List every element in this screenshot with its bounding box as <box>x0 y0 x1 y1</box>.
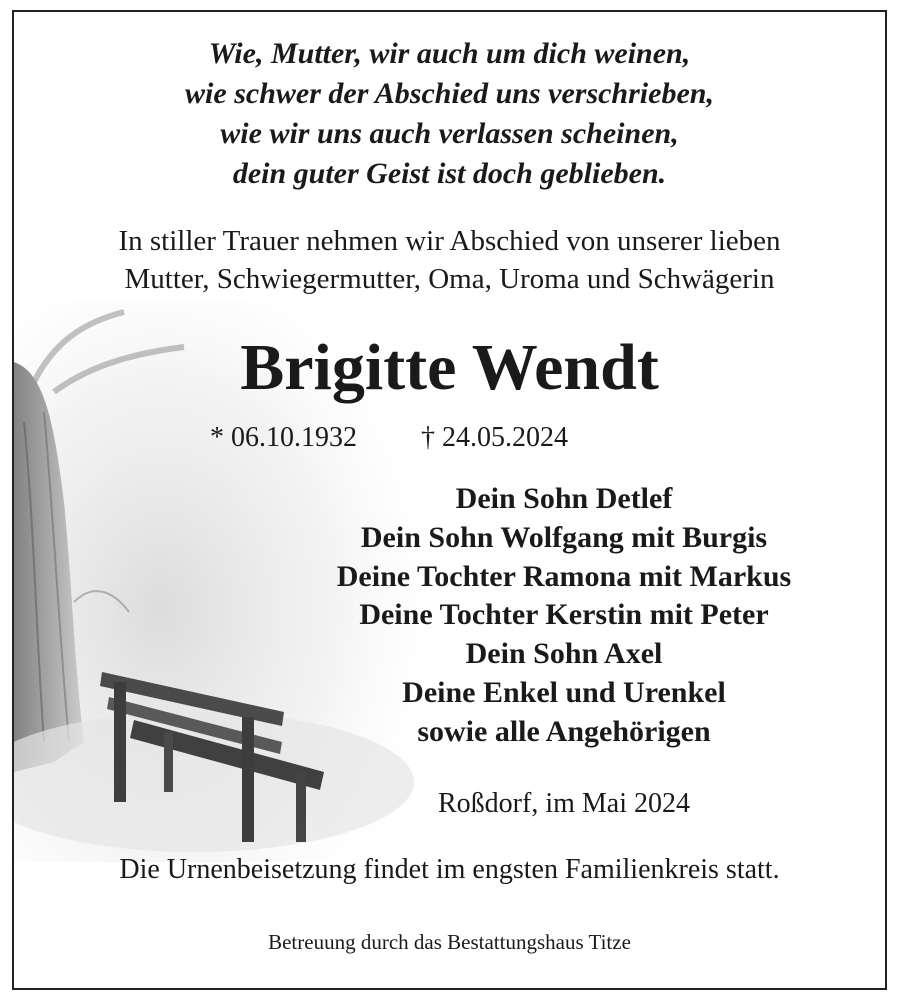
poem <box>14 34 885 194</box>
life-dates <box>210 420 690 456</box>
funeral-home-note: Betreuung durch das Bestattungshaus Titze <box>268 930 631 954</box>
mourners-list <box>294 480 834 752</box>
intro-text <box>14 222 885 298</box>
intro-line: In stiller Trauer nehmen wir Abschied von unserer lieben <box>118 225 781 257</box>
mourner: Dein Sohn Detlef <box>455 482 673 515</box>
place-and-date: Roßdorf, im Mai 2024 <box>438 788 690 819</box>
birth-date: * 06.10.1932 <box>210 422 357 453</box>
obituary-notice <box>12 10 887 990</box>
poem-line: dein guter Geist ist doch geblieben. <box>232 157 667 190</box>
mourner: Dein Sohn Axel <box>465 637 663 671</box>
urn-burial-note: Die Urnenbeisetzung findet im engsten Familienkreis statt. <box>119 854 780 885</box>
intro-line: Mutter, Schwiegermutter, Oma, Uroma und Schwägerin <box>124 263 775 295</box>
mourner: sowie alle Angehörigen <box>417 714 711 748</box>
poem-line: Wie, Mutter, wir auch um dich weinen, <box>208 37 691 70</box>
mourner: Deine Enkel und Urenkel <box>402 675 726 709</box>
mourner: Dein Sohn Wolfgang mit Burgis <box>360 520 768 554</box>
poem-line: wie wir uns auch verlassen scheinen, <box>220 117 679 150</box>
death-date: † 24.05.2024 <box>421 422 568 453</box>
deceased-name: Brigitte Wendt <box>240 331 659 404</box>
poem-line: wie schwer der Abschied uns verschrieben, <box>185 77 714 110</box>
mourner: Deine Tochter Ramona mit Markus <box>336 559 792 593</box>
mourner: Deine Tochter Kerstin mit Peter <box>359 598 769 632</box>
